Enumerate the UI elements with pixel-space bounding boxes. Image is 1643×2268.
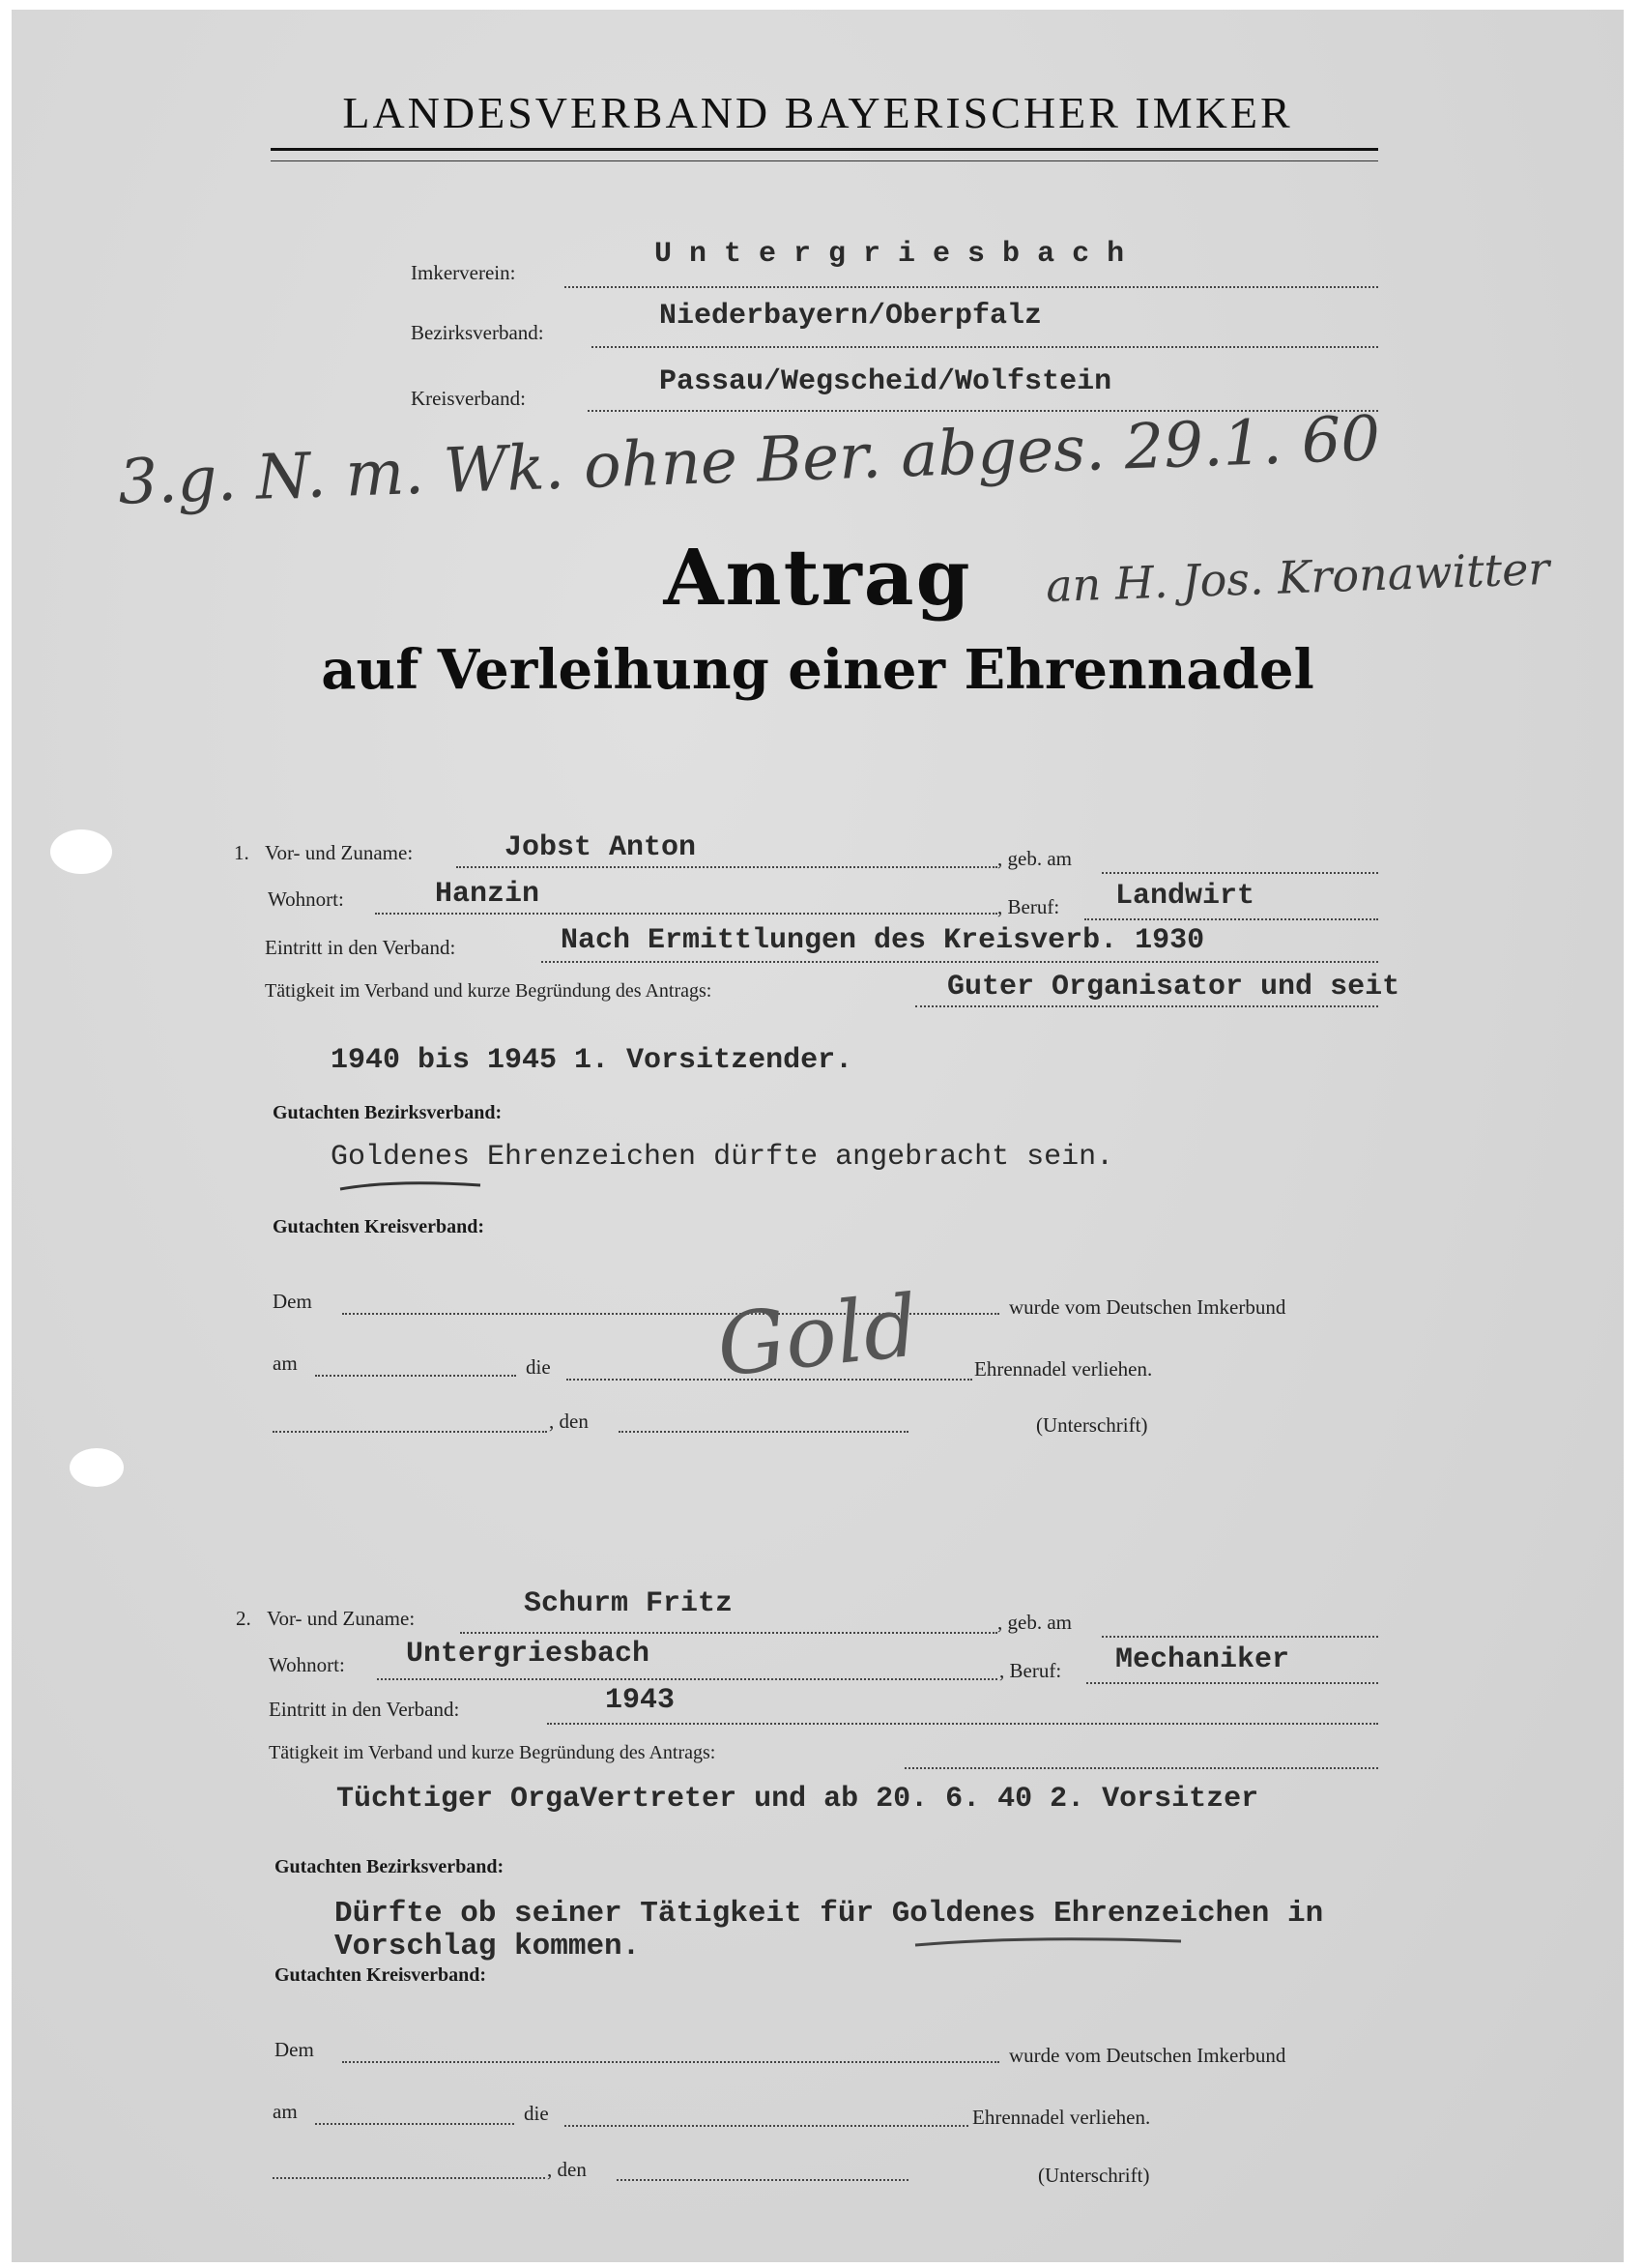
entry-1-geb-label: , geb. am <box>997 847 1072 870</box>
entry-2-ort-line <box>273 2177 545 2179</box>
entry-1-ort-line <box>273 1431 547 1433</box>
entry-1-wohnort-value: Hanzin <box>435 878 540 911</box>
entry-1-eintritt-line <box>541 961 1378 963</box>
entry-2-gutachten-bezirk-value-2: Vorschlag kommen. <box>334 1930 641 1963</box>
document-title: Antrag <box>663 532 972 623</box>
letterhead-rule-thin <box>271 160 1378 161</box>
entry-2-am-label: am <box>273 2100 298 2123</box>
entry-1-unterschrift-label: (Unterschrift) <box>1036 1413 1148 1437</box>
entry-2-am-line <box>315 2123 514 2125</box>
handwritten-recipient: an H. Jos. Kronawitter <box>1045 541 1551 613</box>
entry-2-geb-line <box>1102 1636 1378 1638</box>
entry-2-beruf-label: , Beruf: <box>999 1659 1062 1682</box>
entry-1-gutachten-bezirk-label: Gutachten Bezirksverband: <box>273 1102 503 1123</box>
entry-2-name-line <box>460 1632 997 1634</box>
entry-2-wohnort-value: Untergriesbach <box>406 1638 650 1671</box>
entry-2-imkerbund-label: wurde vom Deutschen Imkerbund <box>1009 2044 1286 2067</box>
entry-1-name-line <box>456 866 997 868</box>
punch-hole-bottom <box>70 1448 124 1487</box>
letterhead: LANDESVERBAND BAYERISCHER IMKER <box>342 88 1293 137</box>
kreisverband-label: Kreisverband: <box>411 387 526 410</box>
entry-1-name-value: Jobst Anton <box>504 831 697 864</box>
entry-1-gutachten-kreis-label: Gutachten Kreisverband: <box>273 1216 485 1237</box>
entry-1-taetigkeit-label: Tätigkeit im Verband und kurze Begründung des Antrags: <box>265 980 712 1002</box>
entry-1-gutachten-bezirk-value: Goldenes Ehrenzeichen dürfte angebracht sein. <box>331 1141 1114 1174</box>
underline-stroke-2 <box>910 1934 1191 1953</box>
entry-1-eintritt-label: Eintritt in den Verband: <box>265 936 456 959</box>
entry-2-taetigkeit-label: Tätigkeit im Verband und kurze Begründung des Antrags: <box>269 1742 716 1763</box>
entry-1-wohnort-line <box>375 913 997 915</box>
entry-2-ehrennadel-label: Ehrennadel verliehen. <box>972 2106 1151 2129</box>
punch-hole-top <box>50 829 112 874</box>
entry-2-wohnort-line <box>377 1678 997 1680</box>
handwritten-gold: Gold <box>712 1275 923 1396</box>
entry-1-imkerbund-label: wurde vom Deutschen Imkerbund <box>1009 1295 1286 1319</box>
bezirksverband-value: Niederbayern/Oberpfalz <box>659 300 1043 333</box>
entry-2-taetigkeit-value: Tüchtiger OrgaVertreter und ab 20. 6. 40 2. Vorsitzer <box>336 1783 1259 1816</box>
entry-1-den-line <box>619 1431 908 1433</box>
underline-stroke <box>335 1178 490 1197</box>
entry-2-name-label: Vor- und Zuname: <box>267 1607 416 1630</box>
entry-1-ehrennadel-label: Ehrennadel verliehen. <box>974 1357 1153 1381</box>
entry-1-name-label: Vor- und Zuname: <box>265 841 414 864</box>
entry-2-eintritt-value: 1943 <box>605 1684 676 1717</box>
entry-2-die-line <box>564 2125 968 2127</box>
entry-2-den-line <box>617 2179 908 2181</box>
entry-1-am-label: am <box>273 1352 298 1375</box>
letterhead-rule <box>271 148 1378 151</box>
entry-2-eintritt-label: Eintritt in den Verband: <box>269 1698 460 1721</box>
entry-1-die-label: die <box>526 1355 551 1379</box>
entry-1-beruf-label: , Beruf: <box>997 895 1060 918</box>
entry-1-number: 1. <box>234 841 249 864</box>
entry-2-number: 2. <box>236 1607 251 1630</box>
document-subtitle: auf Verleihung einer Ehrennadel <box>321 638 1314 702</box>
entry-1-dem-label: Dem <box>273 1290 312 1313</box>
document-page <box>12 10 1624 2262</box>
entry-2-beruf-line <box>1086 1682 1378 1684</box>
kreisverband-value: Passau/Wegscheid/Wolfstein <box>659 365 1112 398</box>
imkerverein-line <box>564 286 1378 288</box>
entry-1-taetigkeit-line <box>915 1005 1378 1007</box>
entry-1-taetigkeit-value-2: 1940 bis 1945 1. Vorsitzender. <box>331 1044 853 1077</box>
entry-2-gutachten-bezirk-value-1: Dürfte ob seiner Tätigkeit für Goldenes Ehrenzeichen in <box>334 1897 1324 1931</box>
entry-2-geb-label: , geb. am <box>997 1611 1072 1634</box>
entry-1-taetigkeit-value-1: Guter Organisator und seit <box>947 971 1400 1003</box>
entry-2-wohnort-label: Wohnort: <box>269 1653 345 1676</box>
entry-2-dem-line <box>342 2061 999 2063</box>
entry-2-eintritt-line <box>547 1723 1378 1725</box>
entry-2-dem-label: Dem <box>274 2038 314 2061</box>
bezirksverband-label: Bezirksverband: <box>411 321 544 344</box>
imkerverein-label: Imkerverein: <box>411 261 516 284</box>
entry-1-wohnort-label: Wohnort: <box>268 887 344 911</box>
entry-2-unterschrift-label: (Unterschrift) <box>1038 2164 1150 2187</box>
entry-1-den-label: , den <box>549 1410 589 1433</box>
entry-1-am-line <box>315 1375 516 1377</box>
imkerverein-value: U n t e r g r i e s b a c h <box>654 238 1125 271</box>
entry-2-die-label: die <box>524 2102 549 2125</box>
handwritten-note: 3.g. N. m. Wk. ohne Ber. abges. 29.1. 60 <box>117 403 1382 519</box>
bezirksverband-line <box>591 346 1378 348</box>
entry-1-beruf-line <box>1084 918 1378 920</box>
entry-1-eintritt-value: Nach Ermittlungen des Kreisverb. 1930 <box>561 924 1205 957</box>
entry-1-beruf-value: Landwirt <box>1115 880 1255 913</box>
entry-2-name-value: Schurm Fritz <box>524 1587 734 1620</box>
entry-2-beruf-value: Mechaniker <box>1115 1643 1290 1676</box>
entry-2-den-label: , den <box>547 2158 587 2181</box>
entry-2-gutachten-kreis-label: Gutachten Kreisverband: <box>274 1964 487 1986</box>
entry-2-taetigkeit-line <box>905 1767 1378 1769</box>
entry-1-geb-line <box>1102 872 1378 874</box>
entry-2-gutachten-bezirk-label: Gutachten Bezirksverband: <box>274 1856 504 1877</box>
